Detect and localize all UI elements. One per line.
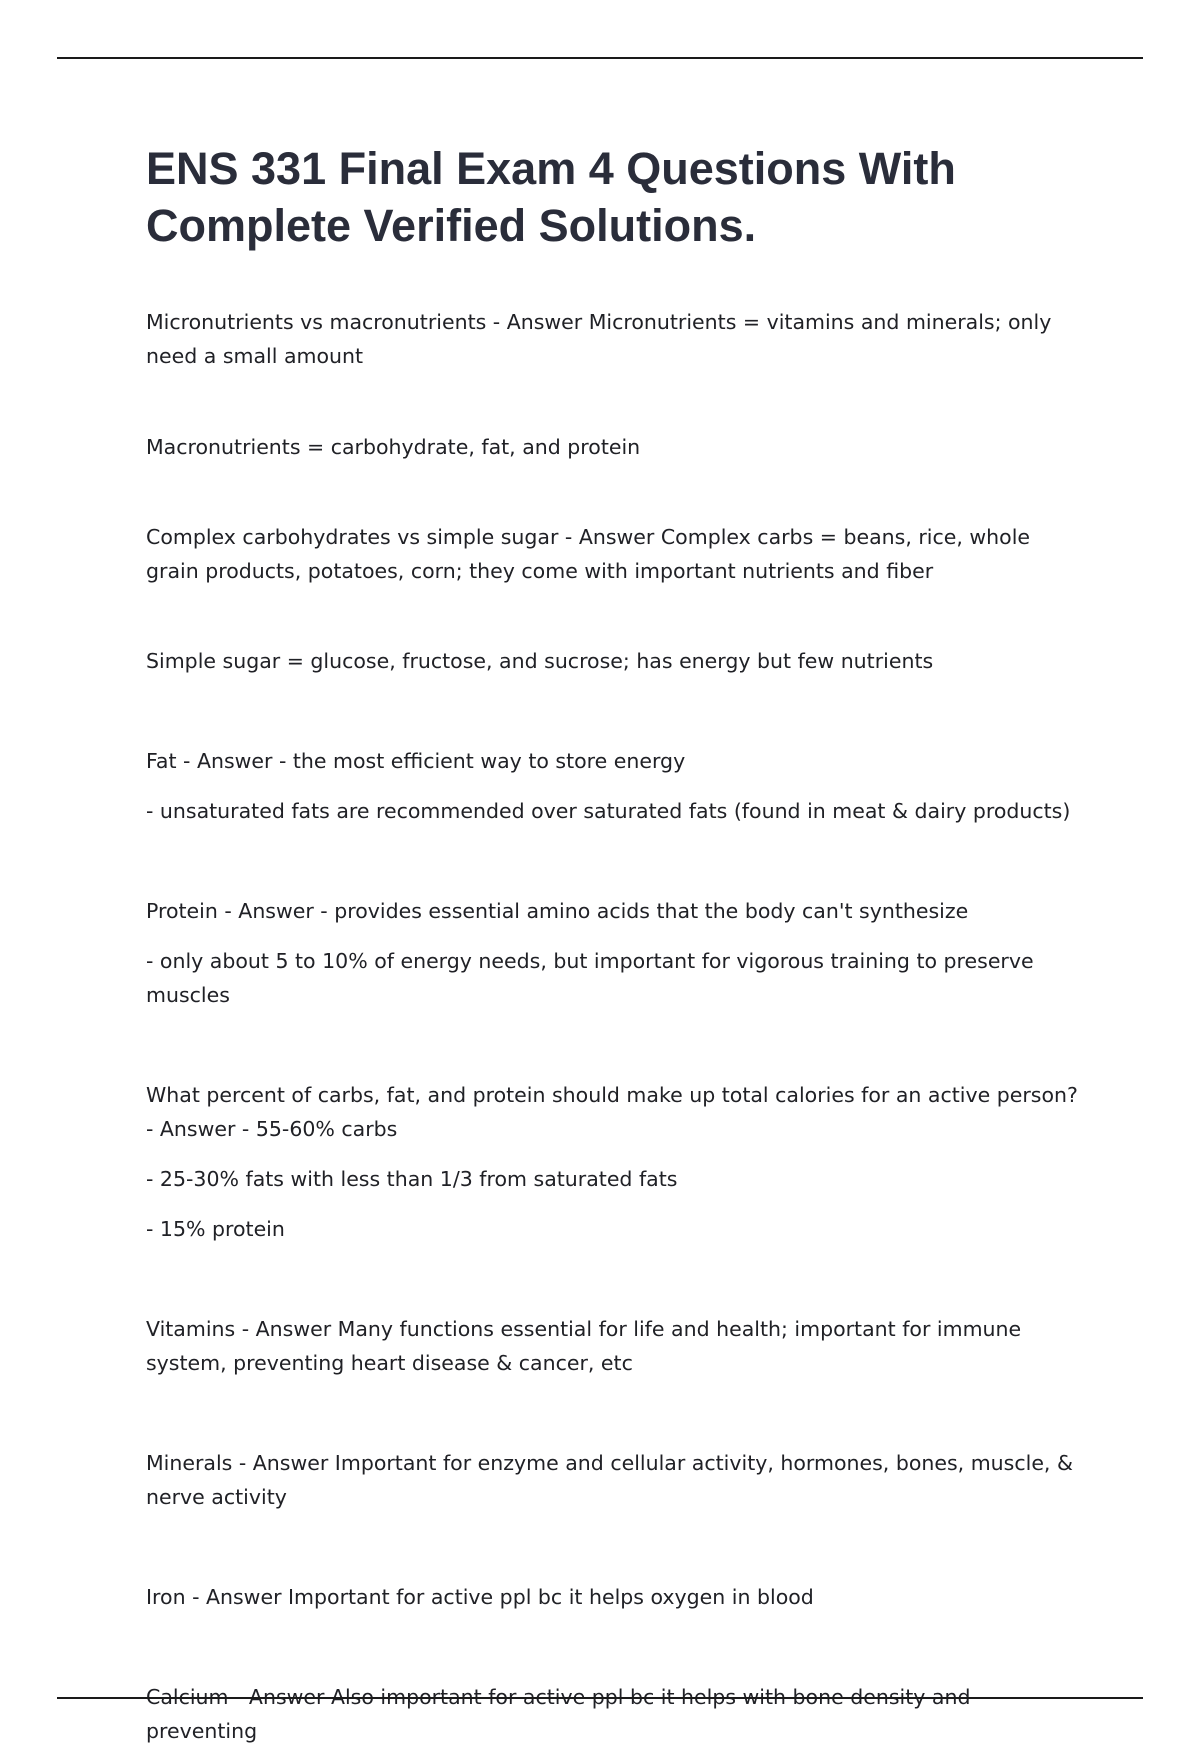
entry-protein: Protein - Answer - provides essential amino acids that the body can't synthesize	[146, 899, 969, 923]
entry-macronutrients: Macronutrients = carbohydrate, fat, and protein	[146, 435, 641, 459]
entry-calorie-percent: What percent of carbs, fat, and protein should make up total calories for an active person? - Answer - 55-60% carbs	[146, 1083, 1078, 1141]
entry-complex-carbs: Complex carbohydrates vs simple sugar - Answer Complex carbs = beans, rice, whole grain products, potatoes, corn; they come with important nutrients and fiber	[146, 525, 1031, 583]
entry-iron: Iron - Answer Important for active ppl bc it helps oxygen in blood	[146, 1585, 814, 1609]
entry-fat: Fat - Answer - the most efficient way to store energy	[146, 749, 686, 773]
document-body	[146, 140, 1086, 1748]
qa-list	[146, 305, 1086, 1748]
entry-micronutrients: Micronutrients vs macronutrients - Answer Micronutrients = vitamins and minerals; only need a small amount	[146, 310, 1052, 368]
bottom-rule	[57, 1697, 1143, 1699]
entry-fat-detail: - unsaturated fats are recommended over saturated fats (found in meat & dairy products)	[146, 799, 1071, 823]
entry-simple-sugar: Simple sugar = glucose, fructose, and sucrose; has energy but few nutrients	[146, 649, 934, 673]
entry-minerals: Minerals - Answer Important for enzyme and cellular activity, hormones, bones, muscle, & nerve activity	[146, 1451, 1073, 1509]
entry-calcium: Calcium - Answer Also important for active ppl bc it helps with bone density and preventing	[146, 1685, 971, 1743]
entry-calorie-fats: - 25-30% fats with less than 1/3 from saturated fats	[146, 1167, 678, 1191]
document-title: ENS 331 Final Exam 4 Questions With Complete Verified Solutions.	[146, 143, 956, 251]
top-rule	[57, 57, 1143, 59]
entry-calorie-protein: - 15% protein	[146, 1217, 285, 1241]
entry-vitamins: Vitamins - Answer Many functions essential for life and health; important for immune system, preventing heart disease & cancer, etc	[146, 1317, 1022, 1375]
entry-protein-detail: - only about 5 to 10% of energy needs, but important for vigorous training to preserve muscles	[146, 949, 1034, 1007]
